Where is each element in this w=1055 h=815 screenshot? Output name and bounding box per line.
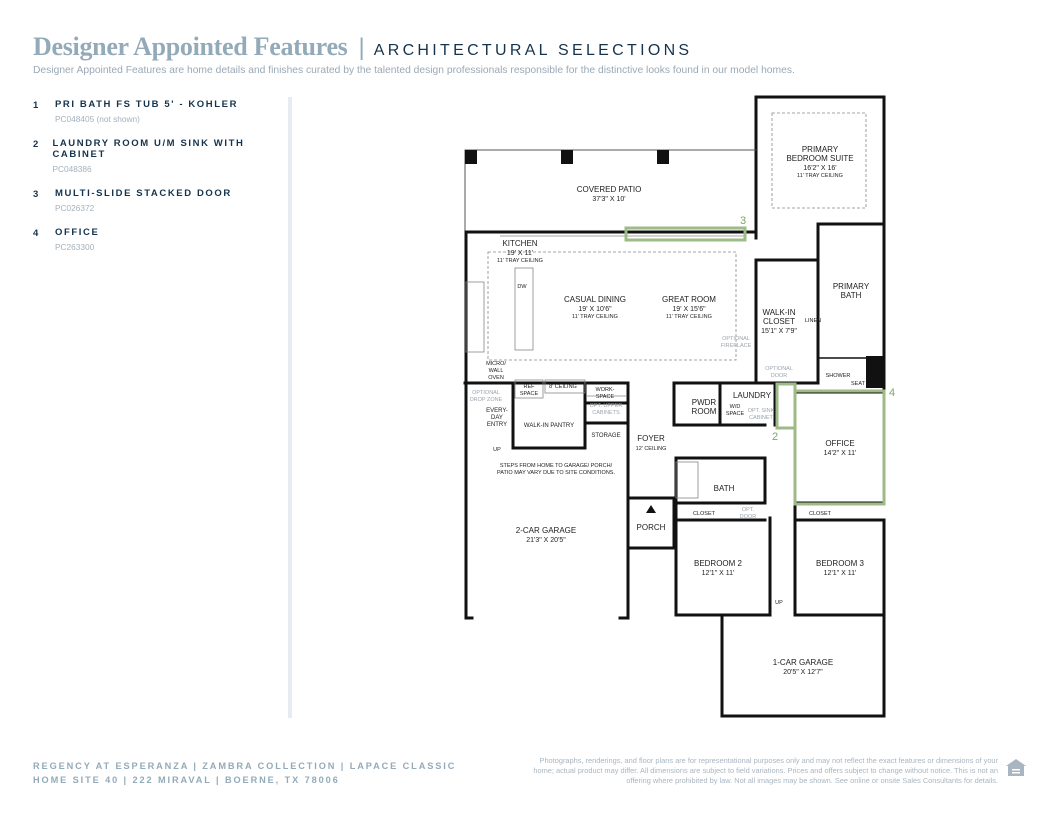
office-label: OFFICE: [825, 439, 855, 448]
micro-label-3: OVEN: [488, 375, 504, 381]
footer-line-1: REGENCY AT ESPERANZA | ZAMBRA COLLECTION | LAPACE CLASSIC: [33, 761, 457, 771]
primary-bedroom-label: PRIMARY: [801, 145, 839, 154]
feature-number: 2: [33, 139, 39, 150]
equal-housing-icon: [1005, 757, 1027, 779]
storage-label: STORAGE: [591, 433, 621, 439]
feature-name: PRI BATH FS TUB 5' - KOHLER: [55, 99, 239, 110]
primary-bedroom-dims: 16'2" X 16': [803, 165, 837, 172]
bedroom-3-label: BEDROOM 3: [815, 559, 865, 568]
dw-label: DW: [517, 284, 527, 290]
wd-space-label: W/D: [729, 404, 741, 410]
opt-upper-label: OPT. UPPER: [589, 403, 623, 409]
entry-arrow-icon: [646, 505, 656, 513]
feature-item: [33, 227, 273, 252]
walk-in-pantry-label: WALK-IN PANTRY: [523, 423, 575, 429]
opt-fireplace-label-2: FIREPLACE: [720, 343, 752, 349]
two-car-garage-label: 2-CAR GARAGE: [515, 526, 577, 535]
feature-item: [33, 138, 273, 174]
opt-door-b-label: OPT.: [741, 507, 755, 513]
closet-label-2: CLOSET: [808, 511, 832, 517]
opt-drop-label-2: DROP ZONE: [469, 397, 503, 403]
title-separator: |: [358, 34, 365, 61]
everyday-entry-label-3: ENTRY: [486, 422, 508, 428]
closet-label: CLOSET: [692, 511, 716, 517]
page-subtitle: ARCHITECTURAL SELECTIONS: [373, 42, 693, 59]
bedroom-2-dims: 12'1" X 11': [701, 570, 735, 577]
walk-in-closet-dims: 15'1" X 7'9": [761, 328, 797, 335]
casual-dining-label: CASUAL DINING: [564, 295, 626, 304]
footer-line-2: HOME SITE 40 | 222 MIRAVAL | BOERNE, TX 78006: [33, 774, 340, 785]
foyer-label: FOYER: [637, 434, 665, 443]
feature-list: [33, 99, 273, 266]
everyday-entry-label: EVERY-: [486, 408, 508, 414]
feature-name: MULTI-SLIDE STACKED DOOR: [55, 188, 232, 199]
great-room-note: 11' TRAY CEILING: [666, 314, 712, 320]
floor-plan: [296, 88, 896, 728]
feature-name: LAUNDRY ROOM U/M SINK WITH CABINET: [52, 138, 245, 160]
wd-space-label-2: SPACE: [725, 411, 745, 417]
foyer-note: 12' CEILING: [635, 446, 667, 452]
feature-number: 3: [33, 189, 39, 200]
micro-label: MICRO/: [486, 361, 506, 367]
opt-fireplace-label: OPTIONAL: [722, 336, 750, 342]
micro-label-2: WALL: [488, 368, 504, 374]
pwdr-room-label-2: ROOM: [691, 407, 717, 416]
covered-patio-label: COVERED PATIO: [576, 185, 642, 194]
steps-note: STEPS FROM HOME TO GARAGE/ PORCH/: [499, 463, 613, 469]
covered-patio-dims: 37'3" X 10': [592, 196, 626, 203]
ref-label-2: SPACE: [519, 391, 539, 397]
ceiling-8-label: 8' CEILING: [549, 384, 577, 390]
everyday-entry-label-2: DAY: [491, 415, 503, 421]
two-car-garage-dims: 21'3" X 20'5": [526, 537, 566, 544]
footer-disclaimer: Photographs, renderings, and floor plans are for representational purposes only and may not reflect the exact features or dimensions of your home; actual product may differ. All dimensions are subject to field variations. Prices and offers subject to change without notice. This is not an offering where prohibited by law. Not all images may be shown. See online or onsite Sales Consultants for details.: [533, 756, 998, 785]
walk-in-closet-label: WALK-IN: [762, 308, 796, 317]
primary-bath-label: PRIMARY: [832, 282, 870, 291]
feature-item: [33, 188, 273, 213]
kitchen-label: KITCHEN: [502, 239, 538, 248]
feature-item: [33, 99, 273, 124]
patio-posts: [465, 150, 669, 164]
great-room-label: GREAT ROOM: [662, 295, 716, 304]
bedroom-2-label: BEDROOM 2: [693, 559, 743, 568]
opt-sink-label: OPT. SINK: [747, 408, 775, 414]
porch-label: PORCH: [636, 523, 666, 532]
feature-code: PC048405 (not shown): [55, 114, 140, 124]
divider: [288, 97, 292, 718]
page-title: Designer Appointed Features: [33, 32, 348, 61]
opt-door-b-label-2: DOOR: [739, 514, 757, 520]
bath-label: BATH: [713, 484, 735, 493]
work-space-label-2: SPACE: [595, 394, 615, 400]
work-space-label: WORK-: [595, 387, 615, 393]
seat-label: SEAT: [851, 381, 865, 387]
feature-code: PC048386: [52, 164, 92, 174]
callout-3: 3: [740, 215, 747, 227]
footer-community: [33, 760, 456, 787]
feature-name: OFFICE: [55, 227, 100, 238]
intro-text: Designer Appointed Features are home details and finishes curated by the talented design professionals responsible for the distinctive looks found in our model homes.: [33, 65, 795, 76]
office-dims: 14'2" X 11': [823, 450, 857, 457]
steps-note-2: PATIO MAY VARY DUE TO SITE CONDITIONS.: [497, 470, 615, 476]
kitchen-dims: 19' X 11': [506, 250, 534, 257]
feature-code: PC026372: [55, 203, 95, 213]
callout-4: 4: [889, 387, 896, 399]
walk-in-closet-label-2: CLOSET: [762, 317, 796, 326]
opt-sink-label-2: CABINET: [749, 415, 773, 421]
laundry-label: LAUNDRY: [732, 391, 772, 400]
one-car-garage-dims: 20'5" X 12'7": [783, 669, 823, 676]
opt-drop-label: OPTIONAL: [472, 390, 500, 396]
kitchen-note: 11' TRAY CEILING: [497, 258, 543, 264]
pwdr-room-label: PWDR: [691, 398, 717, 407]
opt-door-label-2: DOOR: [770, 373, 788, 379]
up-label-2: UP: [775, 600, 783, 606]
great-room-dims: 19' X 15'6": [672, 306, 706, 313]
title-row: [33, 32, 1035, 62]
feature-number: 1: [33, 100, 39, 111]
one-car-garage-label: 1-CAR GARAGE: [772, 658, 834, 667]
opt-door-label: OPTIONAL: [765, 366, 793, 372]
opt-upper-label-2: CABINETS: [592, 410, 620, 416]
primary-bedroom-note: 11' TRAY CEILING: [797, 173, 843, 179]
primary-bedroom-label-2: BEDROOM SUITE: [786, 154, 854, 163]
primary-bath-label-2: BATH: [840, 291, 862, 300]
casual-dining-dims: 19' X 10'6": [578, 306, 612, 313]
casual-dining-note: 11' TRAY CEILING: [572, 314, 618, 320]
up-label: UP: [493, 447, 501, 453]
linen-label: LINEN: [804, 318, 822, 324]
callout-2: 2: [772, 431, 779, 443]
page-header: [33, 32, 1035, 76]
feature-code: PC263300: [55, 242, 95, 252]
feature-number: 4: [33, 228, 39, 239]
shower-label: SHOWER: [825, 373, 851, 379]
ref-label: REF: [523, 384, 535, 390]
bedroom-3-dims: 12'1" X 11': [823, 570, 857, 577]
